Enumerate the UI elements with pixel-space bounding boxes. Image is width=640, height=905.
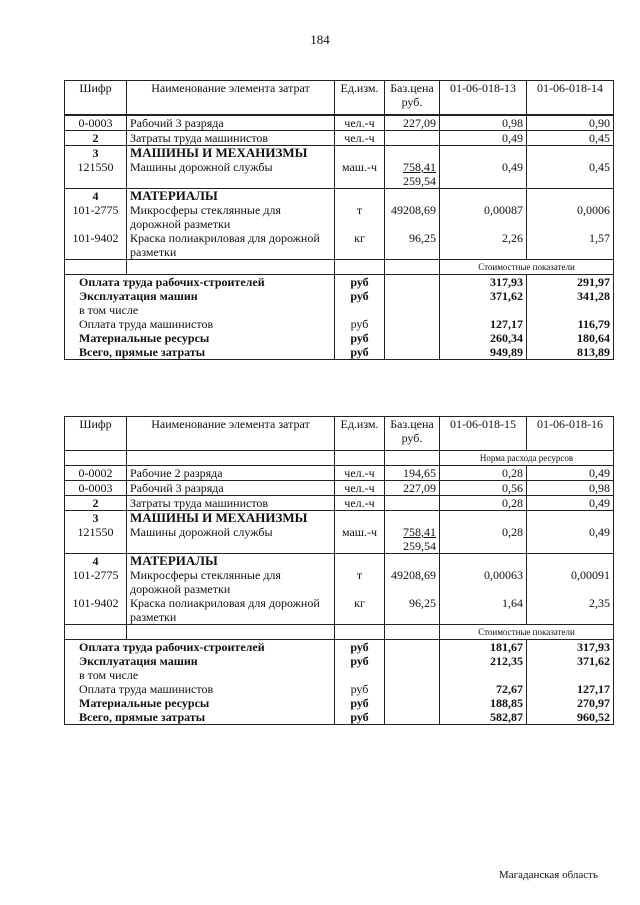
section-machines-title-row (65, 511, 614, 526)
price-primary: 758,41 (403, 525, 436, 539)
cost-value-2 (527, 668, 614, 682)
row-code: 101-2775 (65, 568, 127, 596)
footer-region: Магаданская область (498, 869, 598, 881)
cost-unit: руб (335, 682, 385, 696)
machine-row (65, 160, 614, 189)
header-row (65, 81, 614, 115)
row-value-1: 0,00087 (440, 203, 527, 231)
header-unit: Ед.изм. (335, 81, 385, 115)
cost-value-1: 582,87 (440, 710, 527, 725)
cost-value-1: 188,85 (440, 696, 527, 710)
row-code: 101-9402 (65, 231, 127, 260)
row-price: 227,09 (385, 116, 440, 131)
row-name: Рабочий 3 разряда (127, 116, 335, 131)
cost-unit: руб (335, 696, 385, 710)
cost-value-2: 341,28 (527, 289, 614, 303)
cost-name: Всего, прямые затраты (65, 345, 335, 360)
cost-row (65, 289, 614, 303)
row-value-2: 0,98 (527, 481, 614, 496)
header-row (65, 417, 614, 451)
cost-name: в том числе (65, 668, 335, 682)
cost-value-2: 960,52 (527, 710, 614, 725)
header-price: Баз.цена руб. (385, 417, 440, 451)
cost-name: Материальные ресурсы (65, 696, 335, 710)
row-unit: т (335, 568, 385, 596)
cost-unit: руб (335, 331, 385, 345)
row-price: 96,25 (385, 231, 440, 260)
cost-row (65, 275, 614, 290)
row-code: 2 (65, 496, 127, 511)
row-value-1: 0,28 (440, 496, 527, 511)
machine-row (65, 525, 614, 554)
cost-name: Эксплуатация машин (65, 654, 335, 668)
header-col2: 01-06-018-16 (527, 417, 614, 451)
row-price: 194,65 (385, 466, 440, 481)
cost-name: Оплата труда машинистов (65, 317, 335, 331)
resource-row (65, 131, 614, 146)
material-row (65, 596, 614, 625)
cost-name: Оплата труда машинистов (65, 682, 335, 696)
row-value-1: 0,49 (440, 160, 527, 189)
section-number: 3 (65, 511, 127, 526)
price-primary: 758,41 (403, 160, 436, 174)
row-value-1: 0,98 (440, 116, 527, 131)
cost-value-2: 813,89 (527, 345, 614, 360)
row-name: Краска полиакриловая для дорожной разметки (127, 596, 335, 625)
row-value-2: 0,49 (527, 466, 614, 481)
row-name: Рабочие 2 разряда (127, 466, 335, 481)
row-name: Микросферы стеклянные для дорожной разметки (127, 203, 335, 231)
row-code: 121550 (65, 525, 127, 554)
cost-row (65, 303, 614, 317)
row-value-1: 0,28 (440, 466, 527, 481)
row-price (385, 525, 440, 554)
cost-unit: руб (335, 317, 385, 331)
section-title: МАШИНЫ И МЕХАНИЗМЫ (127, 146, 335, 161)
row-unit: чел.-ч (335, 481, 385, 496)
norm-label-row (65, 451, 614, 466)
cost-label: Стоимостные показатели (440, 625, 614, 640)
row-code: 2 (65, 131, 127, 146)
row-unit: чел.-ч (335, 466, 385, 481)
row-value-1: 0,49 (440, 131, 527, 146)
row-price: 96,25 (385, 596, 440, 625)
row-value-1: 1,64 (440, 596, 527, 625)
cost-row (65, 682, 614, 696)
row-value-2: 0,0006 (527, 203, 614, 231)
row-value-2: 1,57 (527, 231, 614, 260)
cost-row (65, 331, 614, 345)
row-name: Затраты труда машинистов (127, 496, 335, 511)
row-price (385, 496, 440, 511)
cost-value-1: 212,35 (440, 654, 527, 668)
section-machines-title-row (65, 146, 614, 161)
row-code: 0-0003 (65, 116, 127, 131)
cost-unit: руб (335, 275, 385, 290)
row-value-2: 0,49 (527, 496, 614, 511)
row-unit: маш.-ч (335, 525, 385, 554)
cost-value-1: 317,93 (440, 275, 527, 290)
cost-unit: руб (335, 289, 385, 303)
row-value-1: 0,00063 (440, 568, 527, 596)
row-price: 49208,69 (385, 203, 440, 231)
row-code: 0-0002 (65, 466, 127, 481)
header-col1: 01-06-018-13 (440, 81, 527, 115)
cost-row (65, 654, 614, 668)
section-number: 3 (65, 146, 127, 161)
estimate-table (64, 80, 614, 360)
cost-unit: руб (335, 640, 385, 655)
material-row (65, 203, 614, 231)
row-value-1: 2,26 (440, 231, 527, 260)
row-value-2: 0,45 (527, 160, 614, 189)
row-unit: т (335, 203, 385, 231)
cost-name: Материальные ресурсы (65, 331, 335, 345)
cost-value-1: 260,34 (440, 331, 527, 345)
cost-label: Стоимостные показатели (440, 260, 614, 275)
cost-value-1: 72,67 (440, 682, 527, 696)
cost-value-1 (440, 668, 527, 682)
section-title: МАШИНЫ И МЕХАНИЗМЫ (127, 511, 335, 526)
row-price: 49208,69 (385, 568, 440, 596)
cost-row (65, 710, 614, 725)
cost-label-row (65, 625, 614, 640)
cost-row (65, 317, 614, 331)
cost-value-1: 127,17 (440, 317, 527, 331)
header-code: Шифр (65, 81, 127, 115)
cost-value-2: 180,64 (527, 331, 614, 345)
row-value-2: 0,49 (527, 525, 614, 554)
cost-value-2 (527, 303, 614, 317)
cost-label-row (65, 260, 614, 275)
cost-name: Всего, прямые затраты (65, 710, 335, 725)
norm-label: Норма расхода ресурсов (440, 451, 614, 466)
resource-row (65, 466, 614, 481)
cost-value-1: 949,89 (440, 345, 527, 360)
resource-row (65, 116, 614, 131)
cost-row (65, 668, 614, 682)
cost-value-2: 371,62 (527, 654, 614, 668)
cost-row (65, 640, 614, 655)
cost-value-1 (440, 303, 527, 317)
row-value-1: 0,28 (440, 525, 527, 554)
section-title: МАТЕРИАЛЫ (127, 189, 335, 204)
cost-value-1: 181,67 (440, 640, 527, 655)
row-value-2: 0,45 (527, 131, 614, 146)
row-value-2: 0,00091 (527, 568, 614, 596)
row-name: Микросферы стеклянные для дорожной разметки (127, 568, 335, 596)
row-name: Краска полиакриловая для дорожной разметки (127, 231, 335, 260)
header-col2: 01-06-018-14 (527, 81, 614, 115)
row-unit: маш.-ч (335, 160, 385, 189)
header-name: Наименование элемента затрат (127, 81, 335, 115)
resource-row (65, 481, 614, 496)
cost-value-2: 317,93 (527, 640, 614, 655)
row-price (385, 160, 440, 189)
row-price: 227,09 (385, 481, 440, 496)
header-price: Баз.цена руб. (385, 81, 440, 115)
cost-value-1: 371,62 (440, 289, 527, 303)
material-row (65, 231, 614, 260)
cost-value-2: 127,17 (527, 682, 614, 696)
cost-value-2: 116,79 (527, 317, 614, 331)
row-code: 101-2775 (65, 203, 127, 231)
row-code: 101-9402 (65, 596, 127, 625)
row-name: Машины дорожной службы (127, 160, 335, 189)
cost-value-2: 270,97 (527, 696, 614, 710)
cost-unit: руб (335, 654, 385, 668)
row-name: Машины дорожной службы (127, 525, 335, 554)
cost-name: Оплата труда рабочих-строителей (65, 640, 335, 655)
row-value-2: 2,35 (527, 596, 614, 625)
price-secondary: 259,54 (403, 174, 436, 188)
section-materials-title-row (65, 189, 614, 204)
cost-unit: руб (335, 345, 385, 360)
price-secondary: 259,54 (403, 539, 436, 553)
estimate-table (64, 416, 614, 725)
header-unit: Ед.изм. (335, 417, 385, 451)
section-number: 4 (65, 554, 127, 569)
row-unit: чел.-ч (335, 116, 385, 131)
row-value-2: 0,90 (527, 116, 614, 131)
row-name: Рабочий 3 разряда (127, 481, 335, 496)
row-value-1: 0,56 (440, 481, 527, 496)
section-number: 4 (65, 189, 127, 204)
resource-row (65, 496, 614, 511)
row-unit: чел.-ч (335, 131, 385, 146)
material-row (65, 568, 614, 596)
row-name: Затраты труда машинистов (127, 131, 335, 146)
page-number: 184 (310, 32, 330, 47)
row-code: 121550 (65, 160, 127, 189)
header-col1: 01-06-018-15 (440, 417, 527, 451)
row-unit: кг (335, 231, 385, 260)
section-title: МАТЕРИАЛЫ (127, 554, 335, 569)
row-price (385, 131, 440, 146)
cost-unit (335, 303, 385, 317)
cost-unit (335, 668, 385, 682)
row-code: 0-0003 (65, 481, 127, 496)
header-code: Шифр (65, 417, 127, 451)
header-name: Наименование элемента затрат (127, 417, 335, 451)
cost-name: Оплата труда рабочих-строителей (65, 275, 335, 290)
cost-row (65, 696, 614, 710)
row-unit: чел.-ч (335, 496, 385, 511)
cost-unit: руб (335, 710, 385, 725)
cost-row (65, 345, 614, 360)
cost-value-2: 291,97 (527, 275, 614, 290)
cost-name: Эксплуатация машин (65, 289, 335, 303)
cost-name: в том числе (65, 303, 335, 317)
section-materials-title-row (65, 554, 614, 569)
row-unit: кг (335, 596, 385, 625)
